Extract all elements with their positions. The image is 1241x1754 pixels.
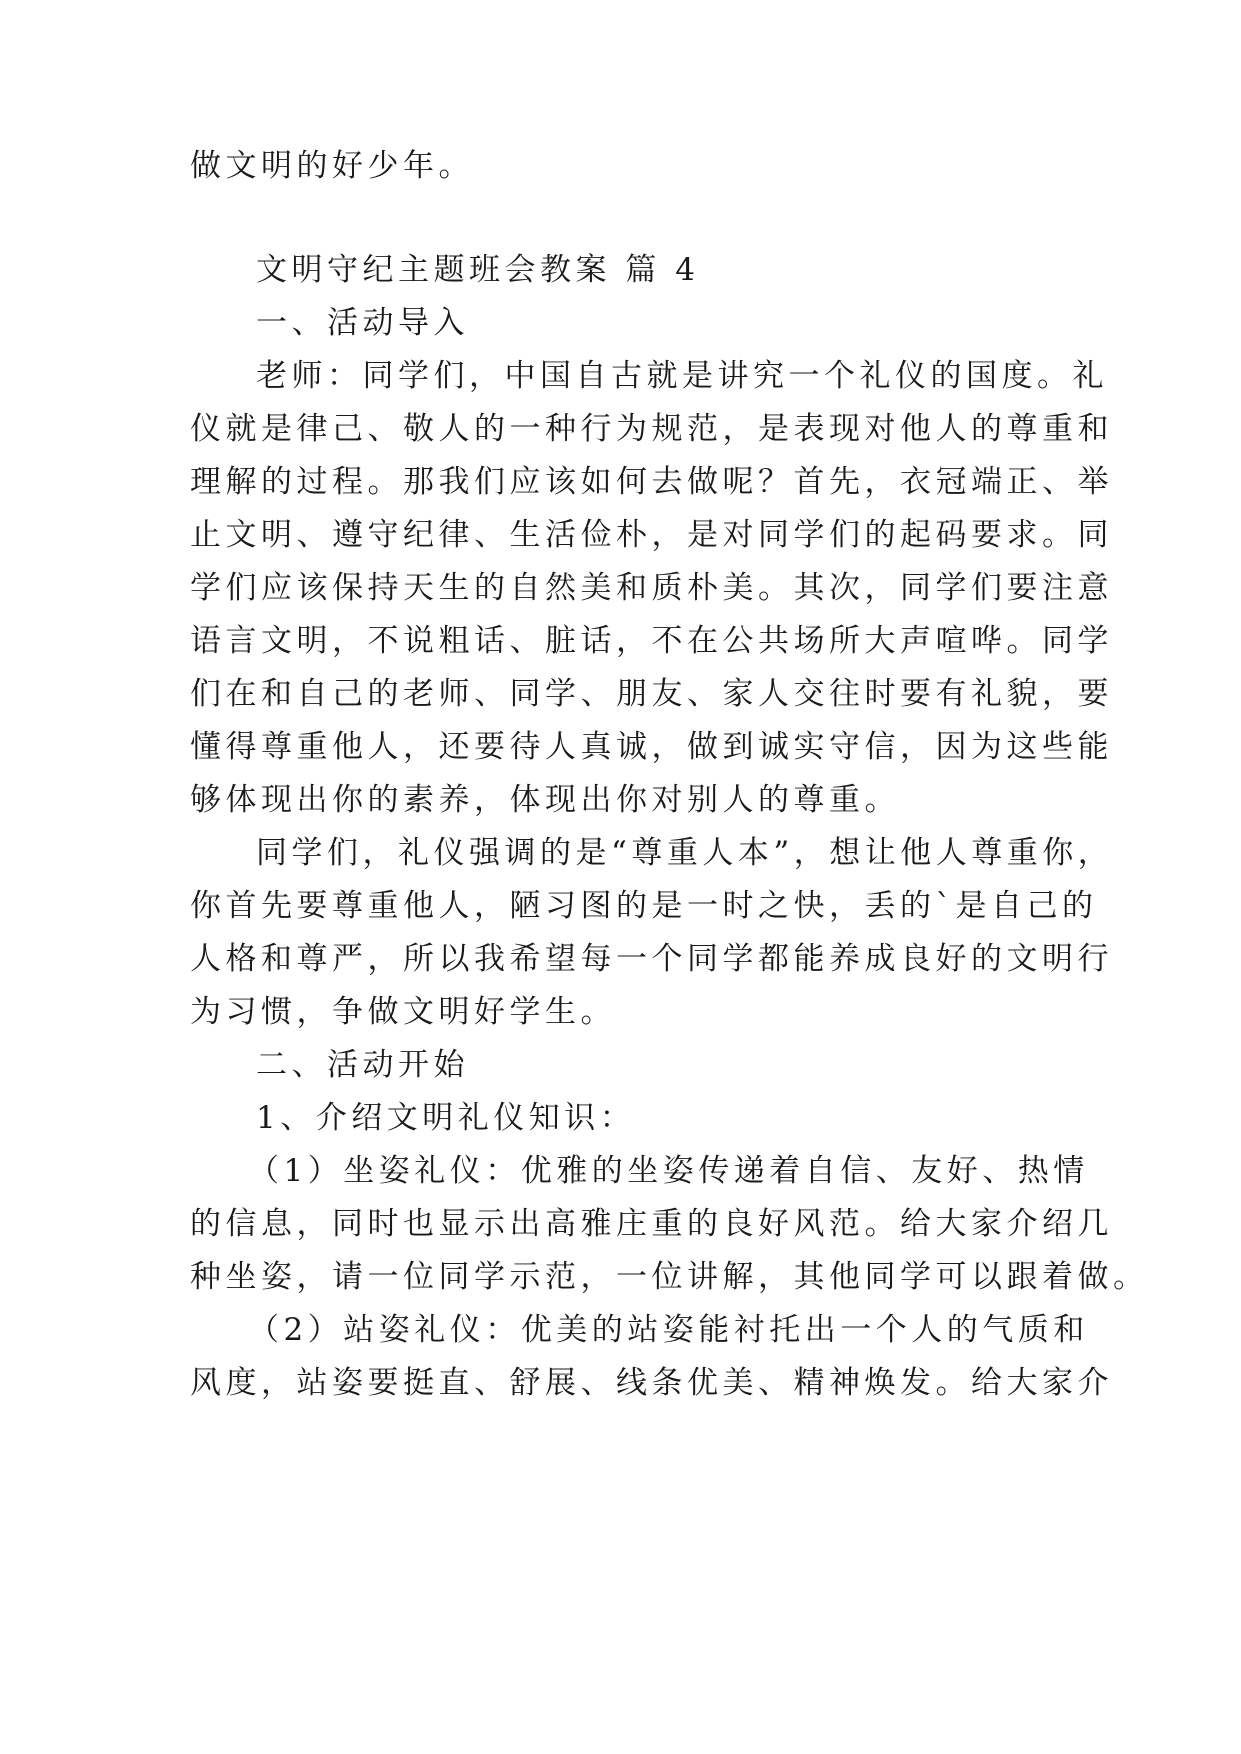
heading-activity-start: 二、活动开始 xyxy=(256,1047,469,1083)
paragraph-line: 人格和尊严，所以我希望每一个同学都能养成良好的文明行 xyxy=(190,941,1113,977)
paragraph-line: 够体现出你的素养，体现出你对别人的尊重。 xyxy=(190,782,900,818)
paragraph-line: 你首先要尊重他人，陋习图的是一时之快，丢的`是自己的 xyxy=(190,888,1098,924)
continuation-line: 做文明的好少年。 xyxy=(190,148,474,184)
paragraph-line: 懂得尊重他人，还要待人真诚，做到诚实守信，因为这些能 xyxy=(190,729,1113,765)
paragraph-line: （2）站姿礼仪：优美的站姿能衬托出一个人的气质和 xyxy=(248,1312,1089,1348)
paragraph-line: 们在和自己的老师、同学、朋友、家人交往时要有礼貌，要 xyxy=(190,676,1113,712)
paragraph-line: 学们应该保持天生的自然美和质朴美。其次，同学们要注意 xyxy=(190,570,1113,606)
paragraph-line: 种坐姿，请一位同学示范，一位讲解，其他同学可以跟着做。 xyxy=(190,1259,1149,1295)
paragraph-line: 语言文明，不说粗话、脏话，不在公共场所大声喧哗。同学 xyxy=(190,623,1113,659)
paragraph-line: 为习惯，争做文明好学生。 xyxy=(190,994,616,1030)
heading-activity-intro: 一、活动导入 xyxy=(256,305,469,341)
section-title: 文明守纪主题班会教案 篇 4 xyxy=(256,252,700,288)
paragraph-line: 老师：同学们，中国自古就是讲究一个礼仪的国度。礼 xyxy=(256,358,1108,394)
paragraph-line: 风度，站姿要挺直、舒展、线条优美、精神焕发。给大家介 xyxy=(190,1365,1113,1401)
paragraph-line: 同学们，礼仪强调的是“尊重人本”，想让他人尊重你， xyxy=(256,835,1114,871)
paragraph-line: 的信息，同时也显示出高雅庄重的良好风范。给大家介绍几 xyxy=(190,1206,1113,1242)
subheading-etiquette-knowledge: 1、介绍文明礼仪知识： xyxy=(256,1100,636,1136)
paragraph-line: 仪就是律己、敬人的一种行为规范，是表现对他人的尊重和 xyxy=(190,411,1113,447)
paragraph-line: 理解的过程。那我们应该如何去做呢？首先，衣冠端正、举 xyxy=(190,464,1113,500)
paragraph-line: （1）坐姿礼仪：优雅的坐姿传递着自信、友好、热情 xyxy=(248,1153,1089,1189)
paragraph-line: 止文明、遵守纪律、生活俭朴，是对同学们的起码要求。同 xyxy=(190,517,1113,553)
